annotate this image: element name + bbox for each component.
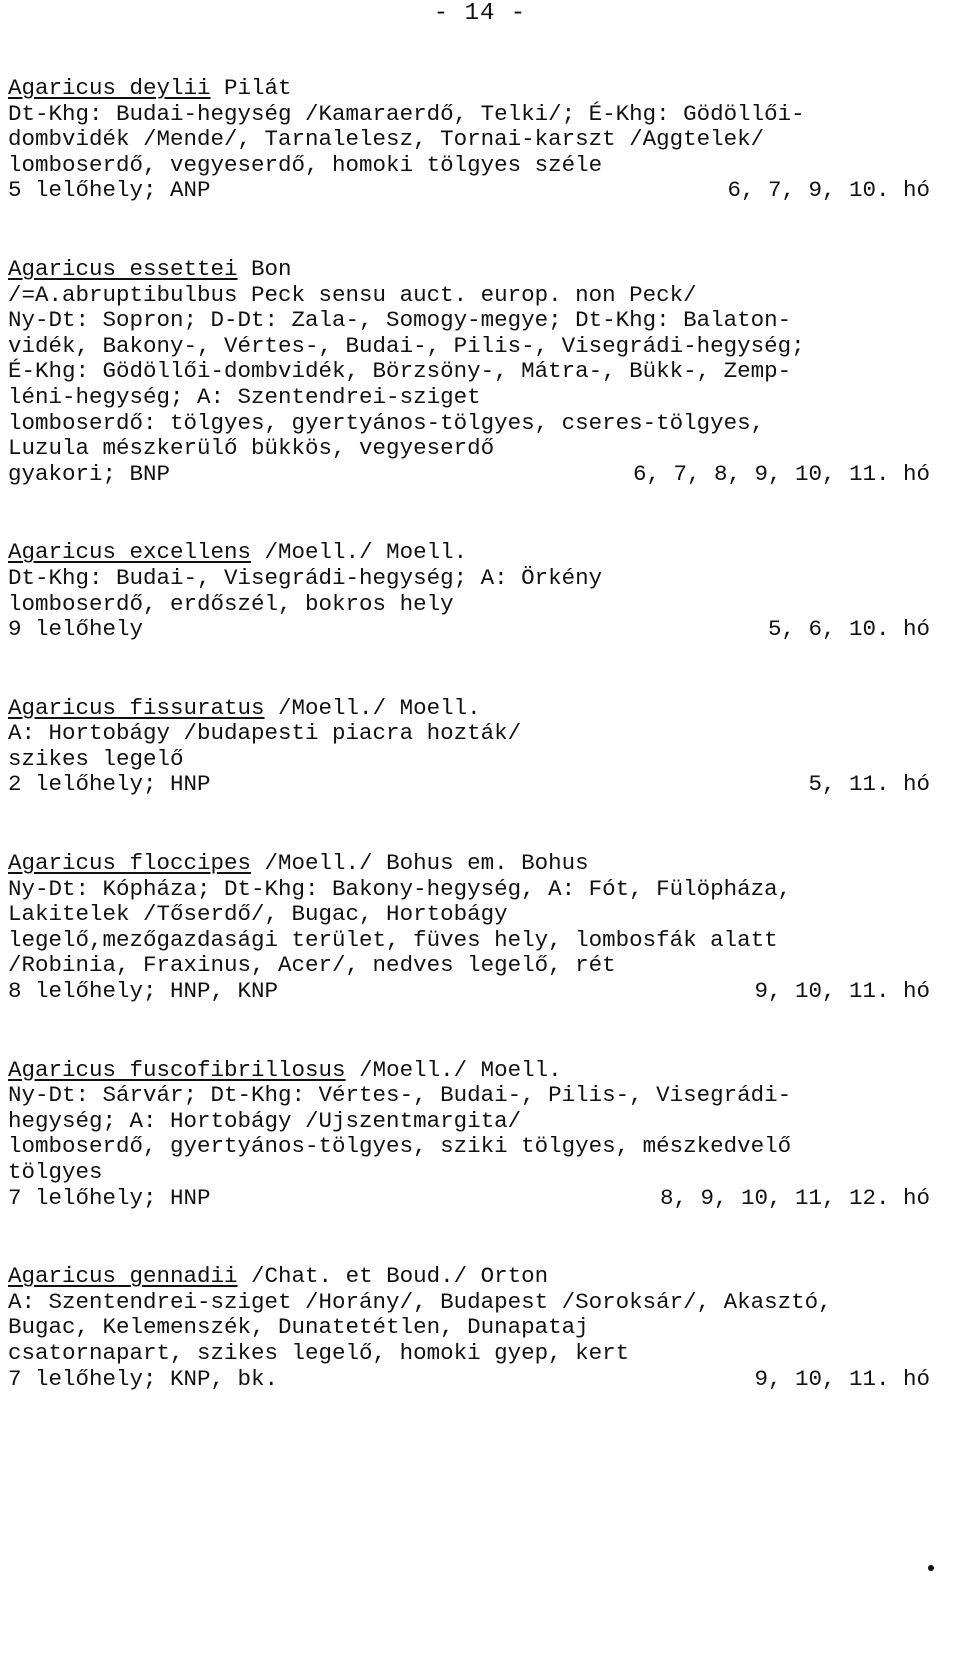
months: 5, 11. hó <box>808 771 930 798</box>
species-entry <box>8 257 938 487</box>
habitat-line: lomboserdő, erdőszél, bokros hely <box>8 590 454 617</box>
habitat-line: lomboserdő, vegyeserdő, homoki tölgyes széle <box>8 151 603 178</box>
localities: 5 lelőhely; ANP <box>8 177 211 204</box>
distribution-line: léni-hegység; A: Szentendrei-sziget <box>8 383 481 410</box>
distribution-line: Dt-Khg: Budai-, Visegrádi-hegység; A: Örkény <box>8 564 603 591</box>
synonym-line: /=A.abruptibulbus Peck sensu auct. europ. non Peck/ <box>8 281 697 308</box>
species-author: /Moell./ Moell. <box>251 539 468 566</box>
species-name: Agaricus fuscofibrillosus <box>8 1056 346 1083</box>
localities: 7 lelőhely; HNP <box>8 1184 211 1211</box>
species-header <box>8 851 938 877</box>
localities: 9 lelőhely <box>8 616 144 643</box>
summary-row <box>8 1367 938 1393</box>
distribution-line: dombvidék /Mende/, Tarnalelesz, Tornai-karszt /Aggtelek/ <box>8 126 765 153</box>
months: 5, 6, 10. hó <box>767 616 930 643</box>
distribution-line: Ny-Dt: Sopron; D-Dt: Zala-, Somogy-megye; Dt-Khg: Balaton- <box>8 307 792 334</box>
habitat-line: lomboserdő: tölgyes, gyertyános-tölgyes, cseres-tölgyes, <box>8 409 765 436</box>
distribution-line: Dt-Khg: Budai-hegység /Kamaraerdő, Telki/; É-Khg: Gödöllői- <box>8 100 805 127</box>
distribution-line: vidék, Bakony-, Vértes-, Budai-, Pilis-, Visegrádi-hegység; <box>8 332 805 359</box>
species-name: Agaricus gennadii <box>8 1263 238 1290</box>
months: 9, 10, 11. hó <box>754 978 930 1005</box>
distribution-line: Ny-Dt: Sárvár; Dt-Khg: Vértes-, Budai-, Pilis-, Visegrádi- <box>8 1082 792 1109</box>
habitat-line: /Robinia, Fraxinus, Acer/, nedves legelő, rét <box>8 952 616 979</box>
localities: 2 lelőhely; HNP <box>8 771 211 798</box>
summary-row <box>8 979 938 1005</box>
distribution-line: A: Szentendrei-sziget /Horány/, Budapest /Soroksár/, Akasztó, <box>8 1288 832 1315</box>
distribution-line: Bugac, Kelemenszék, Dunatetétlen, Dunapataj <box>8 1314 589 1341</box>
species-entry <box>8 696 938 798</box>
species-list <box>8 76 938 1445</box>
habitat-line: szikes legelő <box>8 745 184 772</box>
species-author: /Moell./ Bohus em. Bohus <box>251 850 589 877</box>
distribution-line: Ny-Dt: Kópháza; Dt-Khg: Bakony-hegység, A: Fót, Fülöpháza, <box>8 875 792 902</box>
localities: 8 lelőhely; HNP, KNP <box>8 978 279 1005</box>
months: 9, 10, 11. hó <box>754 1365 930 1392</box>
summary-row <box>8 462 938 488</box>
species-name: Agaricus fissuratus <box>8 694 265 721</box>
localities: gyakori; BNP <box>8 460 171 487</box>
ink-speck <box>928 1565 934 1571</box>
months: 8, 9, 10, 11, 12. hó <box>659 1184 930 1211</box>
species-author: /Chat. et Boud./ Orton <box>237 1263 549 1290</box>
species-name: Agaricus excellens <box>8 539 252 566</box>
distribution-line: Lakitelek /Tőserdő/, Bugac, Hortobágy <box>8 901 508 928</box>
species-name: Agaricus floccipes <box>8 850 252 877</box>
species-author: /Moell./ Moell. <box>345 1056 562 1083</box>
species-entry <box>8 851 938 1005</box>
species-header <box>8 76 938 102</box>
distribution-line: É-Khg: Gödöllői-dombvidék, Börzsöny-, Mátra-, Bükk-, Zemp- <box>8 358 792 385</box>
species-header <box>8 540 938 566</box>
habitat-line: csatornapart, szikes legelő, homoki gyep, kert <box>8 1339 630 1366</box>
species-entry <box>8 1264 938 1392</box>
distribution-line: A: Hortobágy /budapesti piacra hozták/ <box>8 720 522 747</box>
distribution-line: hegység; A: Hortobágy /Ujszentmargita/ <box>8 1107 522 1134</box>
species-entry <box>8 76 938 204</box>
habitat-line: legelő,mezőgazdasági terület, füves hely, lombosfák alatt <box>8 926 778 953</box>
summary-row <box>8 178 938 204</box>
species-author: Bon <box>237 255 292 282</box>
page-number: - 14 - <box>433 0 527 27</box>
months: 6, 7, 9, 10. hó <box>727 177 930 204</box>
species-header <box>8 257 938 283</box>
species-header <box>8 1264 938 1290</box>
summary-row <box>8 617 938 643</box>
summary-row <box>8 1186 938 1212</box>
localities: 7 lelőhely; KNP, bk. <box>8 1365 279 1392</box>
species-header <box>8 1058 938 1084</box>
species-author: Pilát <box>210 75 292 101</box>
species-name: Agaricus deylii <box>8 75 211 101</box>
species-header <box>8 696 938 722</box>
months: 6, 7, 8, 9, 10, 11. hó <box>632 460 930 487</box>
species-entry <box>8 540 938 642</box>
habitat-line: tölgyes <box>8 1159 103 1185</box>
species-author: /Moell./ Moell. <box>264 694 481 721</box>
species-entry <box>8 1058 938 1212</box>
species-name: Agaricus essettei <box>8 255 238 282</box>
habitat-line: Luzula mészkerülő bükkös, vegyeserdő <box>8 435 495 462</box>
summary-row <box>8 772 938 798</box>
habitat-line: lomboserdő, gyertyános-tölgyes, sziki tölgyes, mészkedvelő <box>8 1133 792 1160</box>
